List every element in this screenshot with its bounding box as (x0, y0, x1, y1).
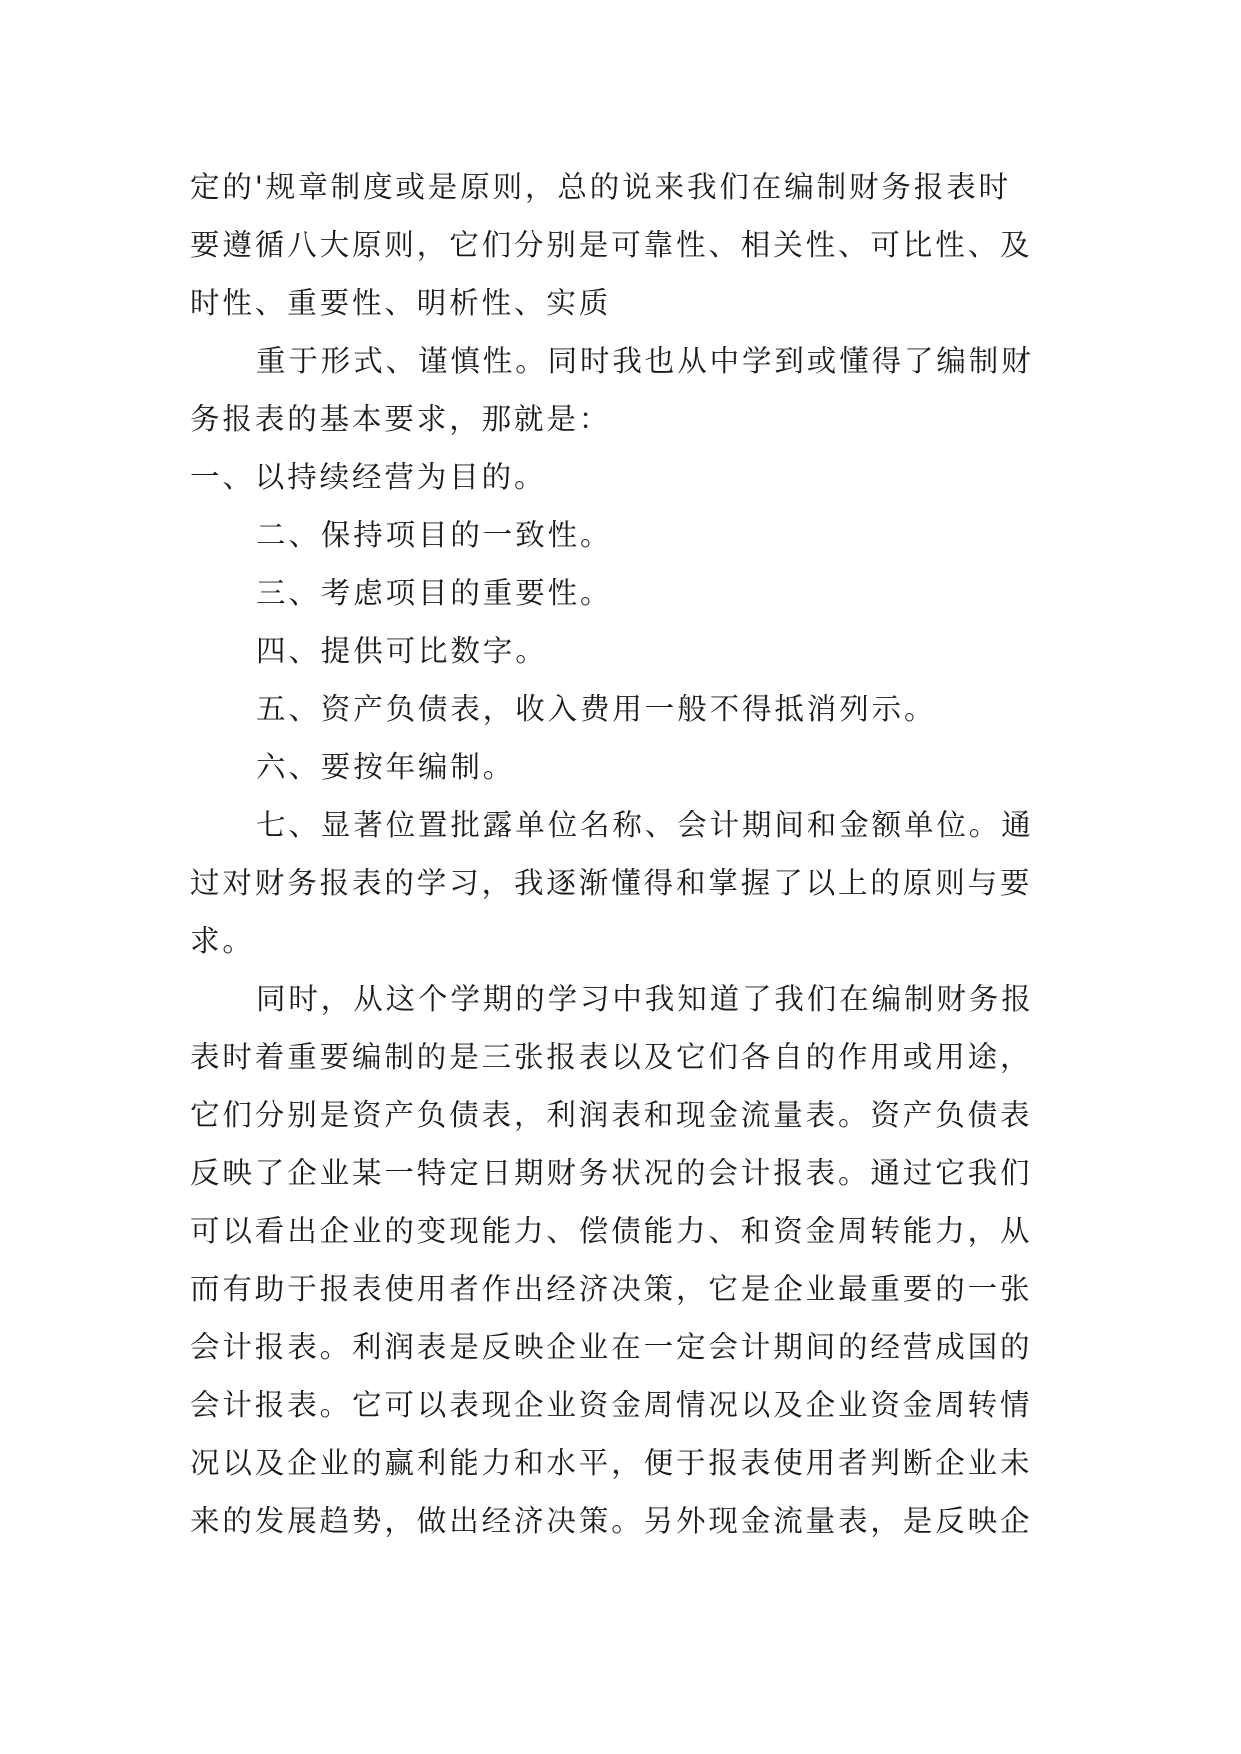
text-line: 时性、重要性、明析性、实质 (190, 286, 612, 320)
text-line: 况以及企业的赢利能力和水平，便于报表使用者判断企业未 (190, 1446, 1033, 1480)
text-line: 务报表的基本要求，那就是： (190, 402, 612, 436)
text-line: 过对财务报表的学习，我逐渐懂得和掌握了以上的原则与要 (190, 866, 1033, 900)
list-item: 三、考虑项目的重要性。 (256, 576, 613, 610)
list-item: 四、提供可比数字。 (256, 634, 548, 668)
text-line: 要遵循八大原则，它们分别是可靠性、相关性、可比性、及 (190, 228, 1033, 262)
text-line: 会计报表。它可以表现企业资金周情况以及企业资金周转情 (190, 1388, 1033, 1422)
text-line: 可以看出企业的变现能力、偿债能力、和资金周转能力，从 (190, 1214, 1033, 1248)
text-line: 定的'规章制度或是原则，总的说来我们在编制财务报表时 (190, 170, 1012, 204)
list-item: 二、保持项目的一致性。 (256, 518, 613, 552)
text-line: 来的发展趋势，做出经济决策。另外现金流量表，是反映企 (190, 1504, 1033, 1538)
text-line: 而有助于报表使用者作出经济决策，它是企业最重要的一张 (190, 1272, 1033, 1306)
body-text (190, 158, 1070, 1550)
text-line: 求。 (190, 924, 255, 958)
text-line: 表时着重要编制的是三张报表以及它们各自的作用或用途， (190, 1040, 1033, 1074)
text-line: 它们分别是资产负债表，利润表和现金流量表。资产负债表 (190, 1098, 1033, 1132)
text-line: 同时，从这个学期的学习中我知道了我们在编制财务报 (256, 982, 1034, 1016)
list-item: 一、以持续经营为目的。 (190, 460, 547, 494)
list-item: 六、要按年编制。 (256, 750, 516, 784)
text-line: 反映了企业某一特定日期财务状况的会计报表。通过它我们 (190, 1156, 1033, 1190)
text-line: 会计报表。利润表是反映企业在一定会计期间的经营成国的 (190, 1330, 1033, 1364)
list-item: 七、显著位置批露单位名称、会计期间和金额单位。通 (256, 808, 1034, 842)
list-item: 五、资产负债表，收入费用一般不得抵消列示。 (256, 692, 937, 726)
text-line: 重于形式、谨慎性。同时我也从中学到或懂得了编制财 (256, 344, 1034, 378)
